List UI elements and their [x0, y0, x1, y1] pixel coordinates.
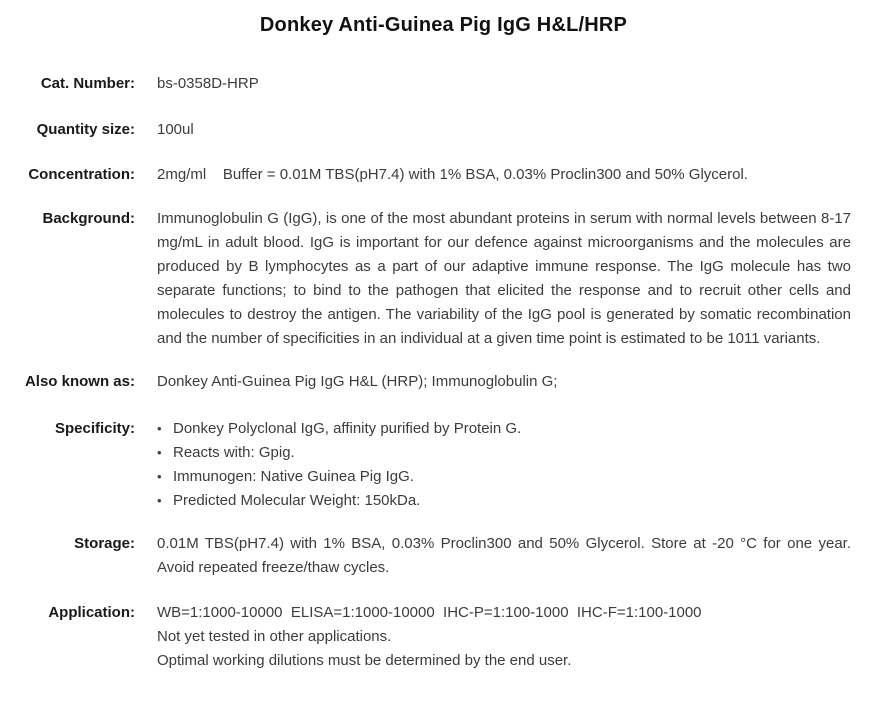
- list-item: [157, 417, 851, 441]
- product-datasheet: [0, 13, 887, 706]
- list-item: [157, 465, 851, 489]
- field-row-concentration: [0, 163, 887, 187]
- specificity-item-text: Donkey Polyclonal IgG, affinity purified by Protein G.: [173, 420, 522, 437]
- field-row-specificity: [0, 417, 887, 513]
- specificity-item-text: Predicted Molecular Weight: 150kDa.: [173, 492, 421, 509]
- field-row-quantity-size: [0, 118, 887, 142]
- application-note: Not yet tested in other applications.: [157, 628, 392, 645]
- cat-number-label: Cat. Number:: [40, 75, 135, 92]
- quantity-size-value: 100ul: [157, 121, 194, 138]
- field-row-storage: [0, 532, 887, 580]
- application-label: Application:: [48, 604, 135, 621]
- field-row-also-known-as: [0, 370, 887, 394]
- storage-value: 0.01M TBS(pH7.4) with 1% BSA, 0.03% Proclin300 and 50% Glycerol. Store at -20 °C for one year. Avoid repeated freeze/thaw cycles.: [157, 535, 851, 576]
- also-known-as-label: Also known as:: [24, 373, 135, 390]
- concentration-label: Concentration:: [28, 166, 135, 183]
- concentration-value: 2mg/ml Buffer = 0.01M TBS(pH7.4) with 1% BSA, 0.03% Proclin300 and 50% Glycerol.: [157, 166, 748, 183]
- background-value: Immunoglobulin G (IgG), is one of the most abundant proteins in serum with normal levels between 8-17 mg/mL in adult blood. IgG is important for our defence against microorganisms and the molecules are produced by B lymphocytes as a part of our adaptive immune response. The IgG molecule has two separate functions; to bind to the pathogen that elicited the response and to recruit other cells and molecules to destroy the antigen. The variability of the IgG pool is generated by somatic recombination and the number of specificities in an individual at a given time point is estimated to be 1011 variants.: [157, 210, 851, 347]
- list-item: [157, 441, 851, 465]
- field-row-application: [0, 601, 887, 673]
- storage-label: Storage:: [74, 535, 135, 552]
- list-item: [157, 489, 851, 513]
- specificity-list: [157, 417, 851, 513]
- page-title: Donkey Anti-Guinea Pig IgG H&L/HRP: [259, 14, 628, 36]
- bullet-icon: •: [157, 493, 162, 508]
- also-known-as-value: Donkey Anti-Guinea Pig IgG H&L (HRP); Immunoglobulin G;: [157, 373, 558, 390]
- background-label: Background:: [42, 210, 135, 227]
- specificity-item-text: Reacts with: Gpig.: [173, 444, 295, 461]
- bullet-icon: •: [157, 445, 162, 460]
- cat-number-value: bs-0358D-HRP: [157, 75, 259, 92]
- field-row-background: [0, 207, 887, 351]
- bullet-icon: •: [157, 421, 162, 436]
- field-row-cat-number: [0, 72, 887, 96]
- bullet-icon: •: [157, 469, 162, 484]
- application-dilutions: WB=1:1000-10000 ELISA=1:1000-10000 IHC-P=1:100-1000 IHC-F=1:100-1000: [157, 604, 702, 621]
- specificity-item-text: Immunogen: Native Guinea Pig IgG.: [173, 468, 414, 485]
- application-note: Optimal working dilutions must be determined by the end user.: [157, 652, 572, 669]
- quantity-size-label: Quantity size:: [36, 121, 135, 138]
- specificity-label: Specificity:: [54, 420, 135, 437]
